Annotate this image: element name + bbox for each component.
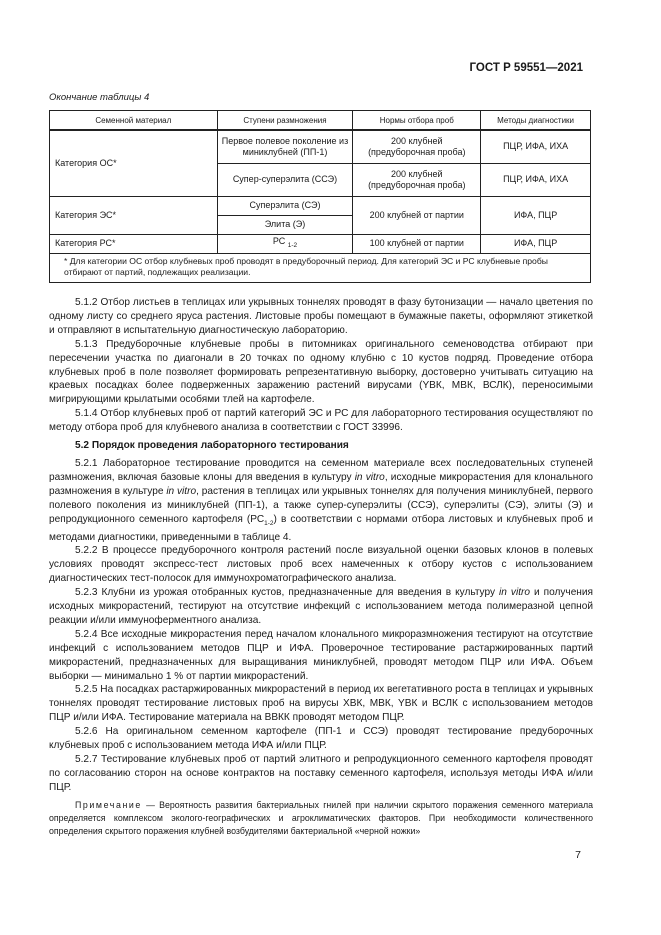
diagnostics-table (49, 110, 591, 283)
table-footnote: * Для категории ОС отбор клубневых проб проводят в предуборочный период. Для категорий ЭС и РС клубневые пробы отбирают от партий, подлежащих реализации. (50, 253, 591, 282)
paragraph-5-2-2: 5.2.2 В процессе предуборочного контроля растений после визуальной оценки базовых клонов в полевых условиях проводят экспресс-тест листовых проб всех намеченных к отбору кустов с использованием диагностических тест-полосок для иммунохроматографического анализа. (49, 545, 593, 585)
category-rs: Категория РС* (50, 234, 218, 253)
stage-sse: Супер-суперэлита (ССЭ) (217, 163, 353, 196)
method-os-2: ПЦР, ИФА, ИХА (481, 163, 591, 196)
note-text: — Вероятность развития бактериальных гнилей при наличии скрытого поражения семенного материала определяется комплексом эколого-географических и агроклиматических факторов. При необходимости количественного определения скрытого поражения клубней возбудителями бактериальной «черной ножки» (49, 799, 593, 837)
method-es: ИФА, ПЦР (481, 196, 591, 234)
section-heading-5-2: 5.2 Порядок проведения лабораторного тестирования (75, 440, 349, 452)
note-paragraph (49, 799, 593, 839)
norm-os-2: 200 клубней (предуборочная проба) (353, 163, 481, 196)
table-caption: Окончание таблицы 4 (49, 92, 150, 103)
norm-rs: 100 клубней от партии (353, 234, 481, 253)
stage-rs-label: РС (272, 236, 286, 247)
standard-header: ГОСТ Р 59551—2021 (469, 62, 583, 74)
paragraph-5-2-6: 5.2.6 На оригинальном семенном картофеле (ПП-1 и ССЭ) проводят тестирование предуборочных клубневых проб с использованием метода ИФА и/или ПЦР. (49, 726, 593, 752)
category-es: Категория ЭС* (50, 196, 218, 234)
method-os-1: ПЦР, ИФА, ИХА (481, 130, 591, 163)
stage-rs-sub: 1-2 (287, 241, 298, 249)
stage-pp1: Первое полевое поколение из миниклубней (ПП-1) (217, 130, 353, 163)
table-footnote-row (50, 253, 591, 282)
method-rs: ИФА, ПЦР (481, 234, 591, 253)
paragraph-5-2-7: 5.2.7 Тестирование клубневых проб от партий элитного и репродукционного семенного картофеля проводят по согласованию сторон на основе контрактов на поставку семенного картофеля, используя методы ИФА и/или ПЦР. (49, 754, 593, 793)
table-row (50, 196, 591, 215)
norm-os-1: 200 клубней (предуборочная проба) (353, 130, 481, 163)
paragraph-5-1-2: 5.1.2 Отбор листьев в теплицах или укрывных тоннелях проводят в фазу бутонизации — начало цветения по одному листу со среднего яруса растения. Листовые пробы помещают в бумажные пакеты, оформляют этикеткой и отправляют в испытательную диагностическую лабораторию. (49, 297, 593, 336)
paragraph-5-1-4: 5.1.4 Отбор клубневых проб от партий категорий ЭС и РС для лабораторного тестирования осуществляют по методу отбора проб для клубневого анализа в соответствии с ГОСТ 33996. (49, 408, 593, 434)
stage-se: Суперэлита (СЭ) (217, 196, 353, 215)
body-text (49, 296, 593, 839)
col-header-norms: Нормы отбора проб (353, 111, 481, 131)
note-label: Примечание (75, 799, 142, 810)
paragraph-5-2-5: 5.2.5 На посадках растаржированных микрорастений в период их вегетативного роста в теплицах и укрывных тоннелях проводят тестирование листовых проб на вирусы ХВК, МВК, YВК и ВСЛК с использованием методов ПЦР и/или ИФА. Тестирование материала на ВВКК проводят методом ПЦР. (49, 684, 593, 724)
norm-es: 200 клубней от партии (353, 196, 481, 234)
col-header-stages: Ступени размножения (217, 111, 353, 131)
paragraph-5-2-4: 5.2.4 Все исходные микрорастения перед началом клонального микроразмножения тестируют на отсутствие инфекций с использованием методов ПЦР и ИФА. Проверочное тестирование растаржированных партий микрорастений, предназначенных для выращивания миниклубней, проводят методом ПЦР или ИФА. Объем выборки — минимально 1 % от партии микрорастений. (49, 628, 593, 682)
page-number: 7 (575, 849, 581, 861)
paragraph-5-2-3: 5.2.3 Клубни из урожая отобранных кустов, предназначенные для введения в культуру in vitro и получения исходных микрорастений, тестируют на отсутствие инфекций с использованием метода полимеразной цепной реакции и/или иммуноферментного анализа. (49, 587, 593, 626)
col-header-methods: Методы диагностики (481, 111, 591, 131)
col-header-material: Семенной материал (50, 111, 218, 131)
stage-rs (217, 234, 353, 253)
table-header-row (50, 111, 591, 131)
table-row (50, 234, 591, 253)
table-row (50, 130, 591, 163)
category-os: Категория ОС* (50, 130, 218, 196)
paragraph-5-2-1: 5.2.1 Лабораторное тестирование проводится на семенном материале всех последовательных ступеней размножения, включая базовые клоны для введения в культуру in vitro, исходные микрорастения для клонального размножения в культуре in vitro, растения в теплицах или укрывных тоннелях для получения миниклубней, первого полевого поколения из миниклубней (ПП-1), а также супер-суперэлиты (ССЭ), суперэлиты (СЭ), элиты (Э) и репродукционного семенного картофеля $(РС_{1-2})$ в соответствии с нормами отбора листовых и клубневых проб и методами диагностики, приведенными в таблице 4. (49, 457, 594, 543)
paragraph-5-1-3: 5.1.3 Предуборочные клубневые пробы в питомниках оригинального семеноводства отбирают при пересечении участка по диагонали в 20 точках по одному клубню с 10 кустов подряд. Проведение отбора клубневых проб в поле позволяет формировать репрезентативную выборку, достоверно учитывать ситуацию на краевых посадках более подверженных заражению растений вирусами (YВК, МВК, ВСЛК), переносимыми мигрирующими крылатыми особями тлей на картофеле. (49, 338, 593, 406)
stage-e: Элита (Э) (217, 215, 353, 234)
